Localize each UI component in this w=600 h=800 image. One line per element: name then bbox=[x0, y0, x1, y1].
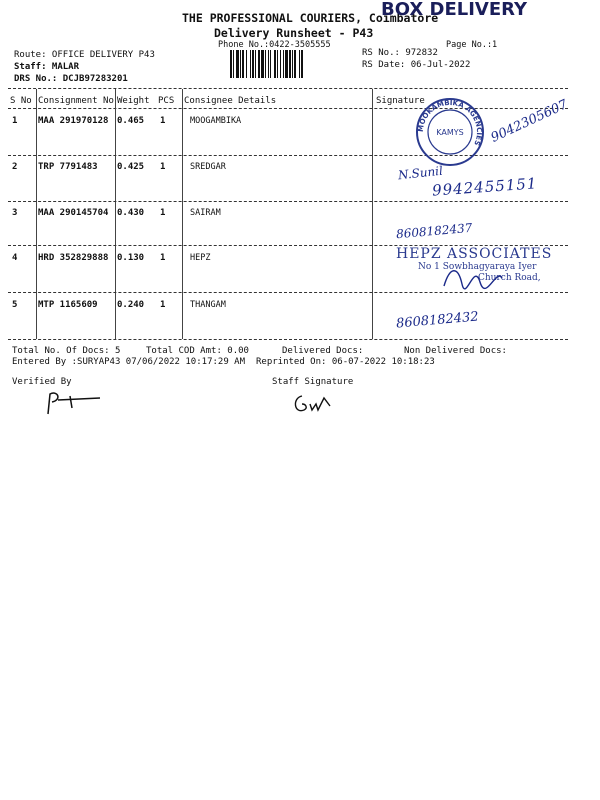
row-consignment: MAA 290145704 bbox=[38, 208, 109, 218]
hepz-stamp-title: HEPZ ASSOCIATES bbox=[396, 246, 553, 262]
barcode-bar bbox=[285, 50, 288, 78]
barcode-bar bbox=[242, 50, 244, 78]
row-consignee: MOOGAMBIKA bbox=[190, 116, 242, 126]
barcode-bar bbox=[274, 50, 276, 78]
barcode-bar bbox=[283, 50, 284, 78]
row-sno: 5 bbox=[12, 300, 18, 310]
drs-number: DRS No.: DCJB97283201 bbox=[14, 74, 128, 84]
barcode-bar bbox=[289, 50, 291, 78]
row-weight: 0.240 bbox=[117, 300, 145, 310]
row-weight: 0.130 bbox=[117, 253, 145, 263]
entered-by: Entered By :SURYAP43 07/06/2022 10:17:29 AM bbox=[12, 357, 245, 367]
barcode-bar bbox=[261, 50, 264, 78]
col-weight: Weight bbox=[117, 96, 150, 106]
row4-signature-scribble bbox=[440, 258, 520, 292]
col-divider bbox=[115, 89, 116, 339]
barcode-bar bbox=[301, 50, 303, 78]
col-divider bbox=[182, 89, 183, 339]
barcode-bar bbox=[268, 50, 269, 78]
svg-text:MOOKAMBIKA AGENCIES bbox=[417, 99, 483, 147]
col-pcs: PCS bbox=[158, 96, 175, 106]
row2-phone: 9942455151 bbox=[431, 174, 538, 200]
row-consignment: HRD 352829888 bbox=[38, 253, 109, 263]
barcode-bar bbox=[246, 50, 247, 78]
barcode-bar bbox=[240, 50, 241, 78]
row-pcs: 1 bbox=[160, 116, 166, 126]
col-signature: Signature bbox=[376, 96, 425, 106]
barcode-bar bbox=[265, 50, 266, 78]
barcode-bar bbox=[252, 50, 254, 78]
hepz-stamp-line2: Church Road, bbox=[478, 273, 541, 283]
row-consignment: MAA 291970128 bbox=[38, 116, 109, 126]
verified-signature bbox=[40, 388, 120, 418]
row-weight: 0.430 bbox=[117, 208, 145, 218]
row-pcs: 1 bbox=[160, 300, 166, 310]
barcode-bar bbox=[258, 50, 260, 78]
barcode-bar bbox=[230, 50, 232, 78]
row-consignee: HEPZ bbox=[190, 253, 211, 263]
barcode-bar bbox=[277, 50, 278, 78]
row-rule bbox=[8, 201, 568, 202]
route: Route: OFFICE DELIVERY P43 bbox=[14, 50, 155, 60]
company-name: THE PROFESSIONAL COURIERS, Coimbatore bbox=[182, 11, 439, 25]
round-stamp bbox=[414, 96, 486, 168]
row-weight: 0.465 bbox=[117, 116, 145, 126]
row-rule bbox=[8, 292, 568, 293]
staff: Staff: MALAR bbox=[14, 62, 80, 72]
col-divider bbox=[36, 89, 37, 339]
runsheet-title: Delivery Runsheet - P43 bbox=[214, 26, 374, 40]
barcode-bar bbox=[294, 50, 296, 78]
hepz-stamp-line1: No 1 Sowbhagyaraya Iyer bbox=[418, 262, 537, 272]
row-consignment: TRP 7791483 bbox=[38, 162, 98, 172]
rs-date: RS Date: 06-Jul-2022 bbox=[362, 60, 471, 70]
box-delivery-label: BOX DELIVERY bbox=[381, 0, 528, 20]
phone-number: Phone No.:0422-3505555 bbox=[218, 40, 331, 50]
barcode-bar bbox=[299, 50, 300, 78]
row-sno: 1 bbox=[12, 116, 18, 126]
row-pcs: 1 bbox=[160, 208, 166, 218]
page-number: Page No.:1 bbox=[446, 40, 498, 50]
total-cod: Total COD Amt: 0.00 bbox=[146, 346, 249, 356]
barcode-bar bbox=[270, 50, 271, 78]
row-weight: 0.425 bbox=[117, 162, 145, 172]
barcode-bar bbox=[233, 50, 234, 78]
row-consignee: THANGAM bbox=[190, 300, 226, 310]
row3-phone: 8608182437 bbox=[395, 220, 473, 242]
staff-signature bbox=[290, 390, 340, 418]
reprinted-on: Reprinted On: 06-07-2022 10:18:23 bbox=[256, 357, 435, 367]
staff-signature-label: Staff Signature bbox=[272, 377, 354, 387]
col-consignment: Consignment No bbox=[38, 96, 114, 106]
row-pcs: 1 bbox=[160, 162, 166, 172]
row-sno: 3 bbox=[12, 208, 18, 218]
rs-number: RS No.: 972832 bbox=[362, 48, 438, 58]
barcode-bar bbox=[292, 50, 293, 78]
row-sno: 2 bbox=[12, 162, 18, 172]
barcode-bar bbox=[250, 50, 251, 78]
col-divider bbox=[372, 89, 373, 339]
stamp-ring-text: MOOKAMBIKA AGENCIES bbox=[416, 98, 484, 147]
stamp-center-text: KAMYS bbox=[436, 128, 464, 137]
row1-handwriting: 9042305607 bbox=[488, 97, 571, 146]
row-pcs: 1 bbox=[160, 253, 166, 263]
total-docs: Total No. Of Docs: 5 bbox=[12, 346, 121, 356]
col-consignee: Consignee Details bbox=[184, 96, 277, 106]
row-sno: 4 bbox=[12, 253, 18, 263]
table-top-rule bbox=[8, 88, 568, 89]
barcode bbox=[230, 50, 350, 78]
row2-signature: N.Sunil bbox=[397, 163, 444, 183]
delivered-docs: Delivered Docs: bbox=[282, 346, 364, 356]
row-consignee: SREDGAR bbox=[190, 162, 226, 172]
row-consignment: MTP 1165609 bbox=[38, 300, 98, 310]
row-consignee: SAIRAM bbox=[190, 208, 221, 218]
barcode-bar bbox=[255, 50, 256, 78]
row5-phone: 8608182432 bbox=[395, 309, 480, 332]
table-bottom-rule bbox=[8, 339, 568, 340]
verified-by-label: Verified By bbox=[12, 377, 72, 387]
barcode-bar bbox=[280, 50, 281, 78]
non-delivered-docs: Non Delivered Docs: bbox=[404, 346, 507, 356]
col-sno: S No bbox=[10, 96, 32, 106]
barcode-bar bbox=[236, 50, 239, 78]
